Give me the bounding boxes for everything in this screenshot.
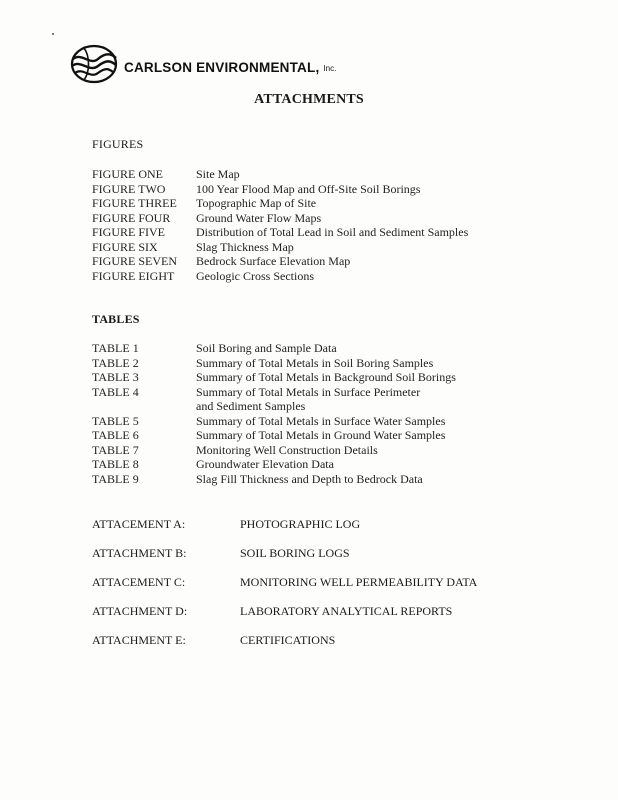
attachment-label: ATTACHMENT E:: [92, 633, 186, 647]
globe-logo-icon: [68, 44, 120, 84]
attachment-label: ATTACEMENT A:: [92, 517, 186, 531]
table-description: Summary of Total Metals in Soil Boring Samples: [196, 355, 434, 370]
figure-row: [92, 254, 562, 269]
figure-label: FIGURE THREE: [92, 196, 177, 210]
table-label: TABLE 4: [92, 384, 139, 399]
table-label: TABLE 2: [92, 355, 139, 370]
attachment-label: ATTACEMENT C:: [92, 575, 186, 589]
table-row-continuation: [92, 399, 562, 414]
figure-row: [92, 196, 562, 211]
table-row: [92, 472, 562, 487]
attachments-list: [92, 517, 562, 662]
attachment-title: PHOTOGRAPHIC LOG: [240, 517, 361, 531]
table-row: [92, 414, 562, 429]
figure-row: [92, 182, 562, 197]
table-label: TABLE 7: [92, 442, 139, 457]
figure-description: 100 Year Flood Map and Off-Site Soil Borings: [196, 181, 421, 196]
figure-row: [92, 225, 562, 240]
scan-speck: [52, 33, 54, 35]
figure-label: FIGURE FOUR: [92, 210, 171, 225]
table-row: [92, 428, 562, 443]
attachment-row: [92, 517, 562, 546]
table-label: TABLE 3: [92, 370, 139, 384]
figure-row: [92, 269, 562, 284]
figures-heading: FIGURES: [92, 137, 144, 151]
figure-description: Bedrock Surface Elevation Map: [196, 254, 351, 268]
figure-description: Topographic Map of Site: [196, 196, 317, 210]
company-suffix: Inc.: [323, 64, 337, 73]
table-description: Summary of Total Metals in Ground Water Samples: [196, 428, 446, 442]
table-description: Summary of Total Metals in Surface Water Samples: [196, 413, 446, 428]
table-description: Summary of Total Metals in Surface Perimeter: [196, 384, 421, 399]
attachment-row: [92, 633, 562, 662]
table-description: Soil Boring and Sample Data: [196, 341, 337, 355]
page-title: ATTACHMENTS: [254, 92, 364, 107]
table-row: [92, 356, 562, 371]
figure-label: FIGURE FIVE: [92, 225, 166, 239]
figure-description: Site Map: [196, 167, 240, 181]
letterhead: [68, 44, 336, 84]
table-label: [92, 399, 196, 414]
table-label: TABLE 8: [92, 457, 139, 471]
table-row: [92, 370, 562, 385]
figures-list: [92, 167, 562, 283]
figure-description: Slag Thickness Map: [196, 239, 294, 254]
tables-heading: TABLES: [92, 312, 140, 326]
figure-description: Ground Water Flow Maps: [196, 210, 322, 225]
table-row: [92, 385, 562, 400]
attachment-label: ATTACHMENT B:: [92, 546, 187, 560]
figure-row: [92, 240, 562, 255]
table-row: [92, 341, 562, 356]
attachment-row: [92, 575, 562, 604]
figure-row: [92, 211, 562, 226]
figure-label: FIGURE SEVEN: [92, 254, 178, 268]
table-label: TABLE 5: [92, 413, 139, 428]
attachment-title: CERTIFICATIONS: [240, 633, 336, 647]
attachment-title: SOIL BORING LOGS: [240, 546, 350, 560]
company-name: CARLSON ENVIRONMENTAL,: [124, 59, 320, 75]
table-row: [92, 457, 562, 472]
attachment-title: LABORATORY ANALYTICAL REPORTS: [240, 604, 453, 618]
attachment-row: [92, 604, 562, 633]
attachment-row: [92, 546, 562, 575]
table-label: TABLE 1: [92, 341, 139, 355]
table-description: Monitoring Well Construction Details: [196, 442, 378, 457]
attachment-label: ATTACHMENT D:: [92, 604, 188, 618]
figure-label: FIGURE SIX: [92, 239, 158, 254]
figure-description: Geologic Cross Sections: [196, 268, 314, 283]
figure-label: FIGURE ONE: [92, 167, 163, 181]
table-description: Summary of Total Metals in Background Soil Borings: [196, 370, 456, 384]
figure-label: FIGURE TWO: [92, 181, 166, 196]
tables-list: [92, 341, 562, 486]
table-label: TABLE 6: [92, 428, 139, 442]
table-description: and Sediment Samples: [196, 399, 306, 413]
table-description: Slag Fill Thickness and Depth to Bedrock Data: [196, 471, 423, 486]
figure-description: Distribution of Total Lead in Soil and Sediment Samples: [196, 225, 469, 239]
figure-row: [92, 167, 562, 182]
attachment-title: MONITORING WELL PERMEABILITY DATA: [240, 575, 478, 589]
table-row: [92, 443, 562, 458]
table-description: Groundwater Elevation Data: [196, 457, 334, 471]
table-label: TABLE 9: [92, 471, 139, 486]
figure-label: FIGURE EIGHT: [92, 268, 175, 283]
